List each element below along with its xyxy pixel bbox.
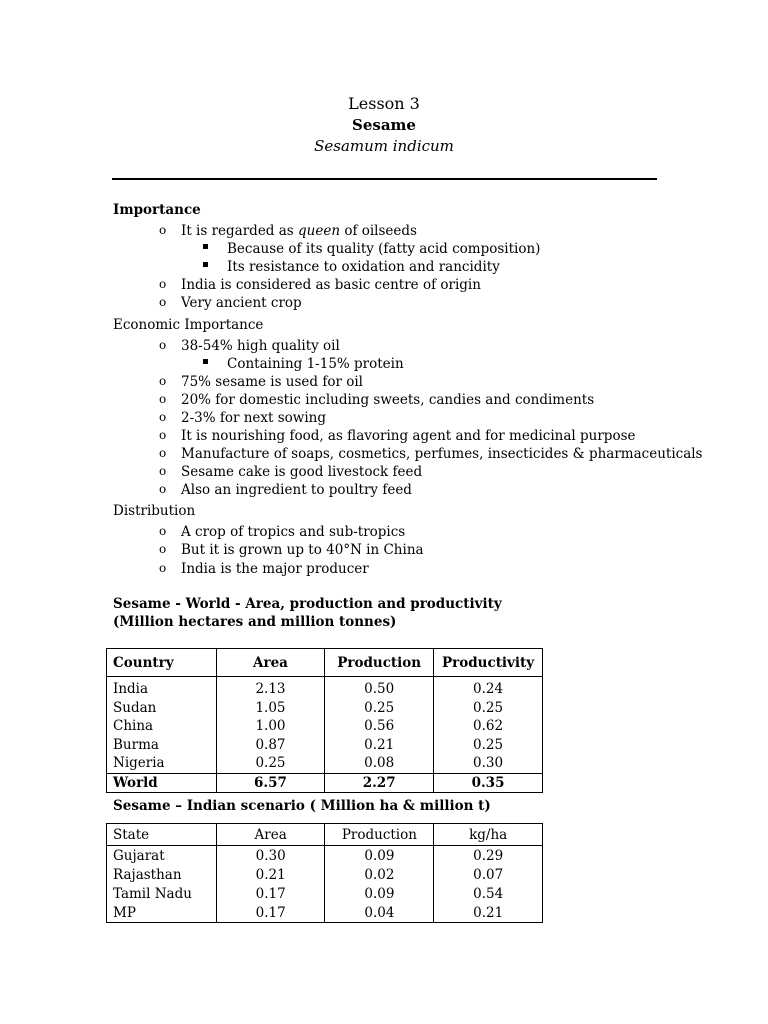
column-header: Area [216,649,325,677]
sub-list-item: Its resistance to oxidation and rancidity [227,259,500,275]
column-header: Production [325,649,434,677]
sub-list-item: Containing 1-15% protein [227,356,404,372]
world-production-table [106,648,543,793]
bullet-marker: o [159,338,167,352]
bullet-marker: o [159,446,167,460]
square-bullet-icon [203,244,208,249]
table-header-row [107,824,543,846]
india-table-caption: Sesame – Indian scenario ( Million ha & million t) [113,798,491,814]
table-row: China 1.00 0.56 0.62 [107,717,543,736]
sub-list-item: Because of its quality (fatty acid composition) [227,241,540,257]
table-row: India 2.13 0.50 0.24 [107,677,543,699]
list-item: o India is the major producer [159,561,369,577]
title-divider [112,178,657,180]
list-item: o India is considered as basic centre of origin [159,277,481,293]
table-row: MP 0.17 0.04 0.21 [107,903,543,923]
bullet-marker: o [159,464,167,478]
importance-heading: Importance [113,202,201,218]
table-total-row: World 6.57 2.27 0.35 [107,773,543,793]
lesson-number: Lesson 3 [348,94,420,113]
list-item: o It is regarded as queen of oilseeds [159,223,417,239]
bullet-marker: o [159,392,167,406]
lesson-title: Sesame [352,116,416,134]
bullet-marker: o [159,410,167,424]
column-header: Productivity [434,649,543,677]
bullet-marker: o [159,524,167,538]
scientific-name: Sesamum indicum [314,137,454,155]
column-header: Area [216,824,325,846]
table-row: Gujarat 0.30 0.09 0.29 [107,846,543,866]
square-bullet-icon [203,359,208,364]
table-header-row [107,649,543,677]
table-row: Burma 0.87 0.21 0.25 [107,736,543,755]
column-header: State [107,824,217,846]
column-header: kg/ha [434,824,543,846]
list-item: o 20% for domestic including sweets, candies and condiments [159,392,595,408]
table-row: Tamil Nadu 0.17 0.09 0.54 [107,884,543,903]
list-item: o A crop of tropics and sub-tropics [159,524,406,540]
list-item: o 2-3% for next sowing [159,410,327,426]
bullet-marker: o [159,374,167,388]
table-row: Sudan 1.05 0.25 0.25 [107,699,543,718]
list-item: o Very ancient crop [159,295,302,311]
list-item: o 75% sesame is used for oil [159,374,363,390]
bullet-marker: o [159,295,167,309]
bullet-marker: o [159,542,167,556]
list-item: o Manufacture of soaps, cosmetics, perfumes, insecticides & pharmaceuticals [159,446,703,462]
column-header: Production [325,824,434,846]
list-item: o But it is grown up to 40°N in China [159,542,424,558]
table-row: Rajasthan 0.21 0.02 0.07 [107,865,543,884]
list-item: o Sesame cake is good livestock feed [159,464,423,480]
emphasis-text: queen [298,223,341,239]
india-production-table [106,823,543,923]
list-item: o Also an ingredient to poultry feed [159,482,412,498]
list-item: o 38-54% high quality oil [159,338,340,354]
economic-importance-heading: Economic Importance [113,317,264,333]
distribution-heading: Distribution [113,503,196,519]
bullet-marker: o [159,223,167,237]
table-row: Nigeria 0.25 0.08 0.30 [107,754,543,773]
bullet-marker: o [159,428,167,442]
world-table-caption: Sesame - World - Area, production and productivity [113,596,502,612]
bullet-marker: o [159,482,167,496]
square-bullet-icon [203,262,208,267]
bullet-marker: o [159,561,167,575]
bullet-marker: o [159,277,167,291]
world-table-units: (Million hectares and million tonnes) [113,614,397,630]
list-item: o It is nourishing food, as flavoring agent and for medicinal purpose [159,428,636,444]
column-header: Country [107,649,217,677]
